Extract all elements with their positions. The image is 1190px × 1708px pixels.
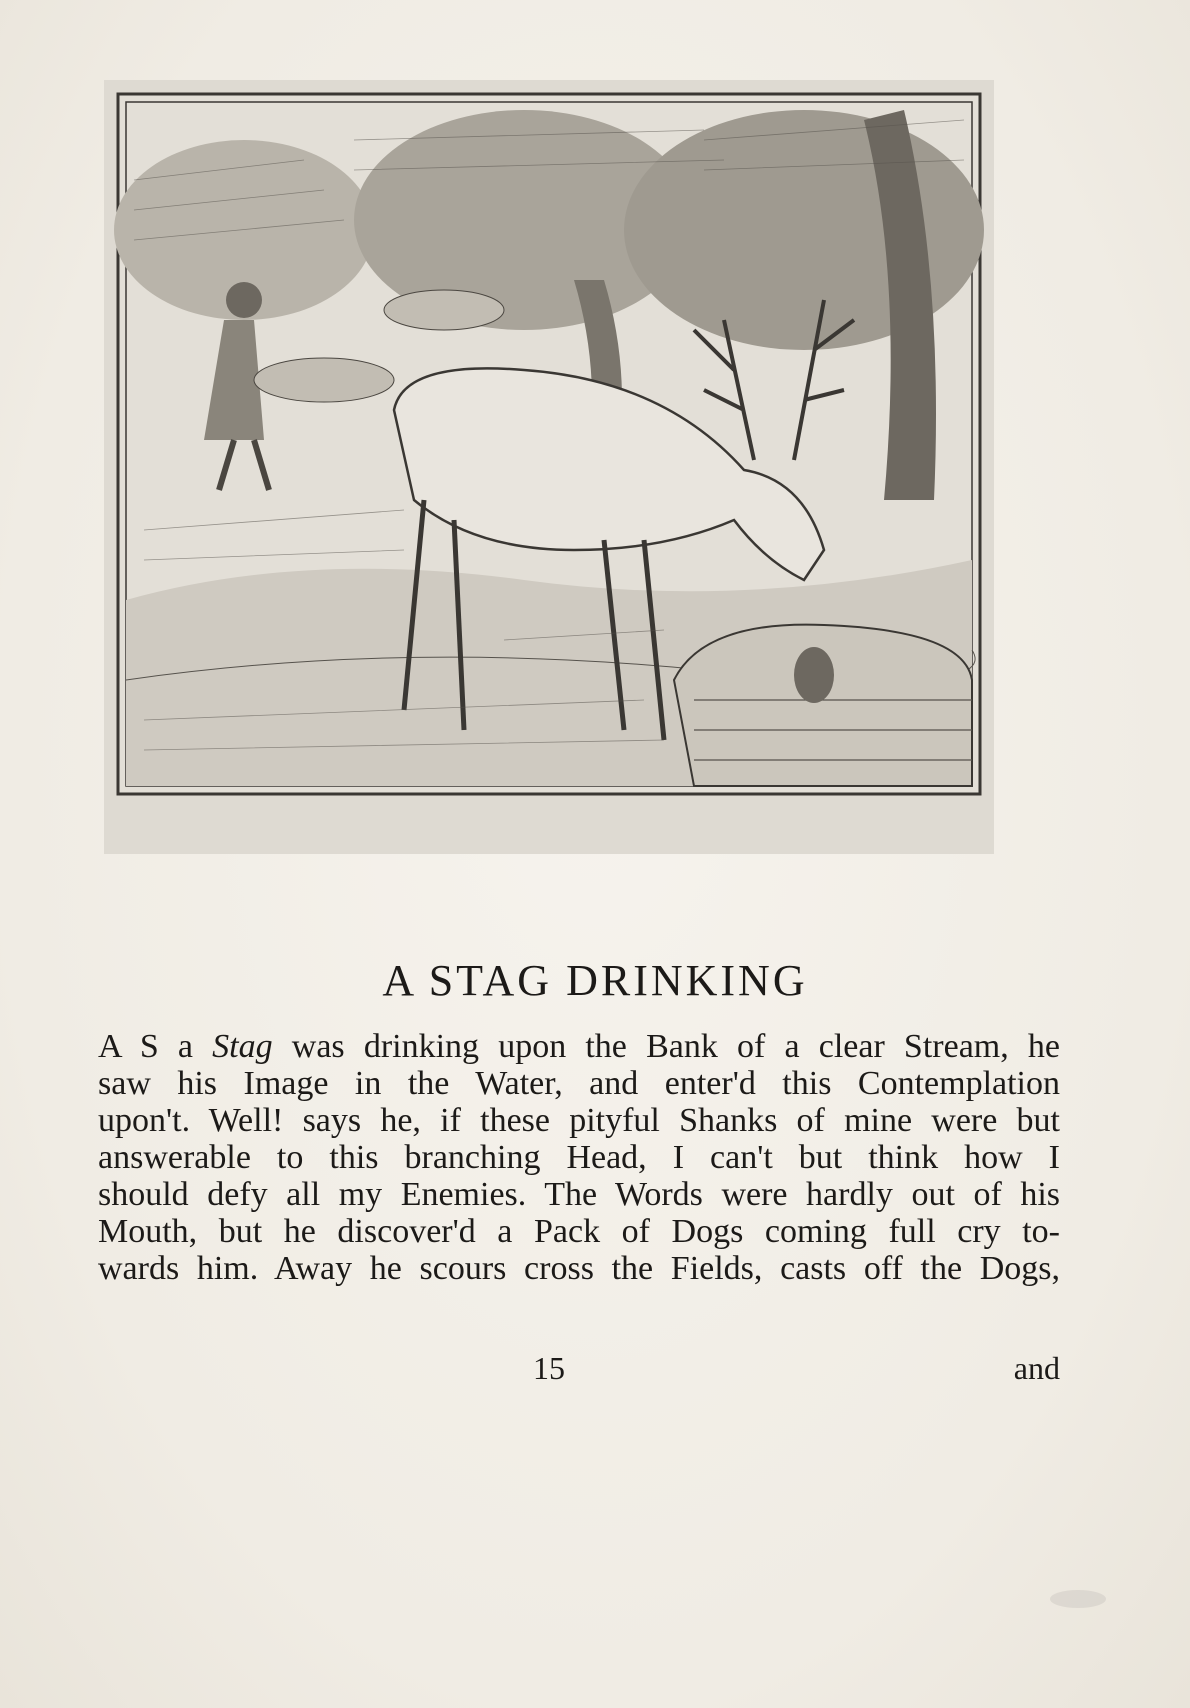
stag-drinking-illustration [104, 80, 994, 854]
italic-word: Stag [212, 1028, 273, 1065]
paper-smudge [1050, 1590, 1106, 1608]
catchword: and [1013, 1350, 1060, 1386]
text-line: wards him. Away he scours cross the Fields, casts off the Dogs, [98, 1250, 1060, 1287]
page-number: 15 [533, 1350, 565, 1386]
text-line: A S a Stag was drinking upon the Bank of a clear Stream, he [98, 1028, 1060, 1065]
text-line: upon't. Well! says he, if these pityful Shanks of mine were but [98, 1102, 1060, 1139]
text-line: answerable to this branching Head, I can't but think how I [98, 1139, 1060, 1176]
fable-title: A STAG DRINKING [382, 956, 808, 1005]
text-line: should defy all my Enemies. The Words were hardly out of his [98, 1176, 1060, 1213]
text-line: Mouth, but he discover'd a Pack of Dogs coming full cry to- [98, 1213, 1060, 1250]
fable-text [98, 1028, 1060, 1287]
illustration-plate [104, 80, 994, 854]
text-line: saw his Image in the Water, and enter'd this Contemplation [98, 1065, 1060, 1102]
